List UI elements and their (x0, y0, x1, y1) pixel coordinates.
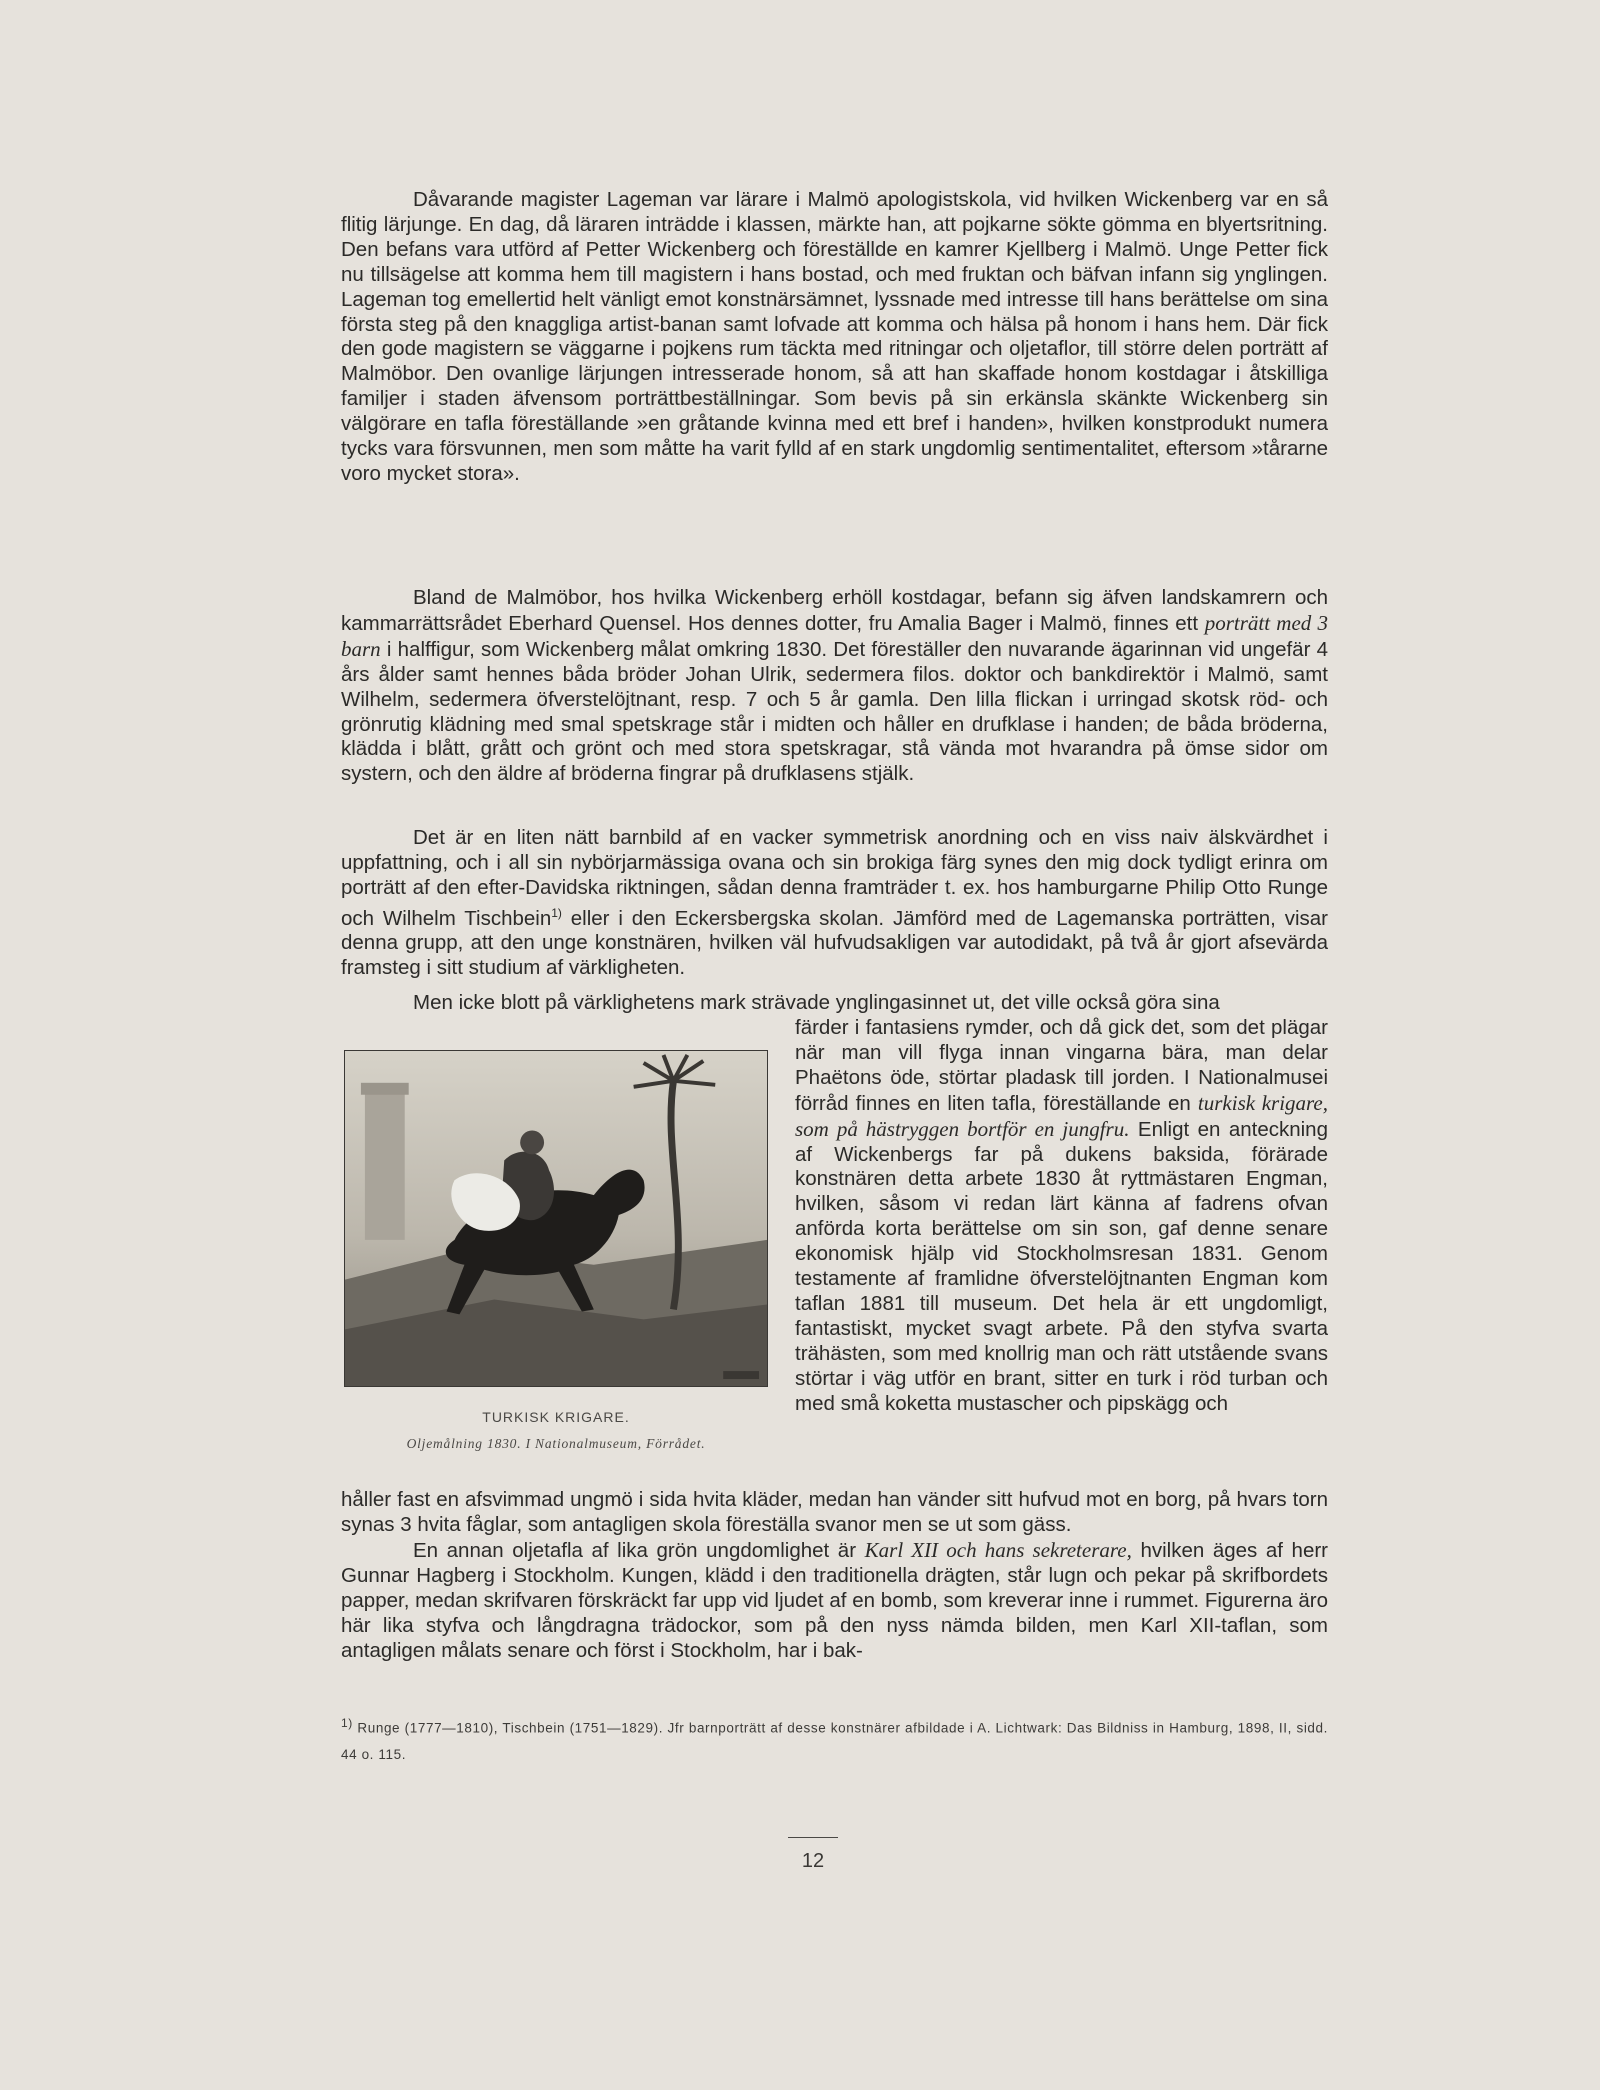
paragraph-fantasi-first-line: Men icke blott på värklighetens mark strävade ynglingasinnet ut, det ville också göra sina (413, 991, 1220, 1014)
paragraph-quensel-part2: i halffigur, som Wickenberg målat omkring 1830. Det föreställer den nuvarande ägarinnan vid ungefär 4 års ålder samt hennes båda bröder Johan Ulrik, sedermera filos. doktor och bankdirektör i Malmö, samt Wilhelm, sedermera öfverstelöjtnant, resp. 7 och 5 år gamla. Den lilla flickan i urringad skotsk röd- och grönrutig klädning med smal spetskrage står i midten och håller en drufklase i handen; de båda bröderna, klädda i blått, grått och grönt och med stora spetskragar, stå vända mot hvarandra på ömse sidor om systern, och den äldre af bröderna fingrar på drufklasens stjälk. (341, 637, 1328, 786)
figure-caption-title: TURKISK KRIGARE. (482, 1409, 630, 1425)
paragraph-fantasi-part1: färder i fantasiens rymder, och då gick det, som det plägar när man vill flyga innan vingarna bära, man delar Phaëtons öde, störtar pladask till jorden. I Nationalmusei förråd finnes en liten tafla, föreställande en (795, 1016, 1328, 1115)
paragraph-fantasi-part2: Enligt en anteckning af Wickenbergs far på dukens baksida, förärade konstnären detta arbete 1830 åt ryttmästaren Engman, hvilken, såsom vi redan lärt känna af fadrens ofvan anförda korta berättelse om sin son, gaf denne senare ekonomisk hjälp vid Stockholmsresan 1831. Genom testamente af framlidne öfverstelöjtnanten Engman kom taflan 1881 till museum. Det hela är ett ungdomligt, fantastiskt, mycket svagt arbete. På den styfva svarta trähästen, som med knollrig man och rätt utstående svans störtar i väg utför en brant, sitter en turk i röd turban och med små koketta mustascher och pipskägg och (795, 1117, 1328, 1415)
paragraph-barnbild-part1: Det är en liten nätt barnbild af en vacker symmetrisk anordning och en viss naiv älskvärdhet i uppfattning, och i all sin nybörjarmässiga ovana och sin brokiga färg synes den mig dock tydligt erinra om porträtt af den efter-Davidska riktningen, sådan denna framträder t. ex. hos hamburgarne Philip Otto Runge och Wilhelm Tischbein (341, 826, 1328, 930)
artwork-title-portratt: porträtt med 3 barn (341, 610, 1329, 661)
artwork-title-karl-xii: Karl XII och hans sekreterare, (864, 1538, 1132, 1562)
paragraph-barnbild-part2: eller i den Eckersbergska skolan. Jämförd med de Lagemanska porträtten, visar denna grupp, att den unge konstnären, hvilken väl hufvudsakligen var autodidakt, på två år gjort afsevärda framsteg i sitt studium af värkligheten. (341, 906, 1328, 980)
paragraph-fantasi-continued: håller fast en afsvimmad ungmö i sida hvita kläder, medan han vänder sitt hufvud mot en borg, på hvars torn synas 3 hvita fåglar, som antagligen skola föreställa svanor men se ut som gäss. (341, 1488, 1328, 1536)
footnote-marker: 1) (341, 1716, 353, 1730)
footnote (341, 1710, 1328, 1768)
paragraph-barnbild (341, 826, 1328, 981)
painting-illustration (344, 1050, 768, 1387)
paragraph-fantasi-wrapped (795, 1016, 1328, 1417)
paragraph-quensel-part1: Bland de Malmöbor, hos hvilka Wickenberg erhöll kostdagar, befann sig äfven landskamrern och kammarrättsrådet Eberhard Quensel. Hos dennes dotter, fru Amalia Bager i Malmö, finnes ett (341, 586, 1328, 635)
footnote-reference: 1) (551, 905, 562, 920)
paragraph-lageman: Dåvarande magister Lageman var lärare i Malmö apologistskola, vid hvilken Wickenberg var en så flitig lärjunge. En dag, då läraren inträdde i klassen, märkte han, att pojkarne sökte gömma en blyertsritning. Den befans vara utförd af Petter Wickenberg och föreställde en kamrer Kjellberg i Malmö. Unge Petter fick nu tillsägelse att komma hem till magistern i hans bostad, och med fruktan och bäfvan infann sig ynglingen. Lageman tog emellertid helt vänligt emot konstnärsämnet, lyssnade med intresse till hans berättelse om sina första steg på den knaggliga artist-banan samt lofvade att komma och hälsa på honom i hans hem. Där fick den gode magistern se väggarne i pojkens rum täckta med ritningar och oljetaflor, till större delen porträtt af Malmöbor. Den ovanlige lärjungen intresserade honom, så att han skaffade honom kostdagar i åtskilliga familjer i staden äfvensom porträttbeställningar. Som bevis på sin erkänsla skänkte Wickenberg sin välgörare en tafla föreställande »en gråtande kvinna med ett bref i handen», hvilken konstprodukt numera tycks vara försvunnen, men som måtte ha varit fylld af en stark ungdomlig sentimentalitet, eftersom »tårarne voro mycket stora». (341, 188, 1328, 485)
paragraph-karl-xii-part2: hvilken äges af herr Gunnar Hagberg i Stockholm. Kungen, klädd i den traditionella drägten, står lugn och pekar på skrifbordets papper, medan skrifvaren förskräckt far upp vid ljudet af en bomb, som kreverar inne i rummet. Figurerna äro här lika styfva och långdragna trädockor, som på den nyss nämda bilden, men Karl XII-taflan, som antagligen målats senare och först i Stockholm, har i bak- (341, 1539, 1329, 1662)
paragraph-karl-xii-part1: En annan oljetafla af lika grön ungdomlighet är (413, 1539, 857, 1562)
page-number: 12 (801, 1850, 825, 1872)
paragraph-quensel (341, 586, 1328, 787)
page-number-rule (788, 1837, 838, 1838)
painting-image (345, 1051, 767, 1386)
artwork-title-turkisk-krigare: turkisk krigare, som på hästryggen bortför en jungfru. (795, 1090, 1328, 1141)
paragraph-karl-xii (341, 1538, 1328, 1664)
figure-caption-subtitle: Oljemålning 1830. I Nationalmuseum, Förrådet. (406, 1436, 706, 1451)
footnote-text: Runge (1777—1810), Tischbein (1751—1829). Jfr barnporträtt af desse konstnärer afbildade i A. Lichtwark: Das Bildniss in Hamburg, 1898, II, sidd. 44 o. 115. (341, 1720, 1328, 1762)
